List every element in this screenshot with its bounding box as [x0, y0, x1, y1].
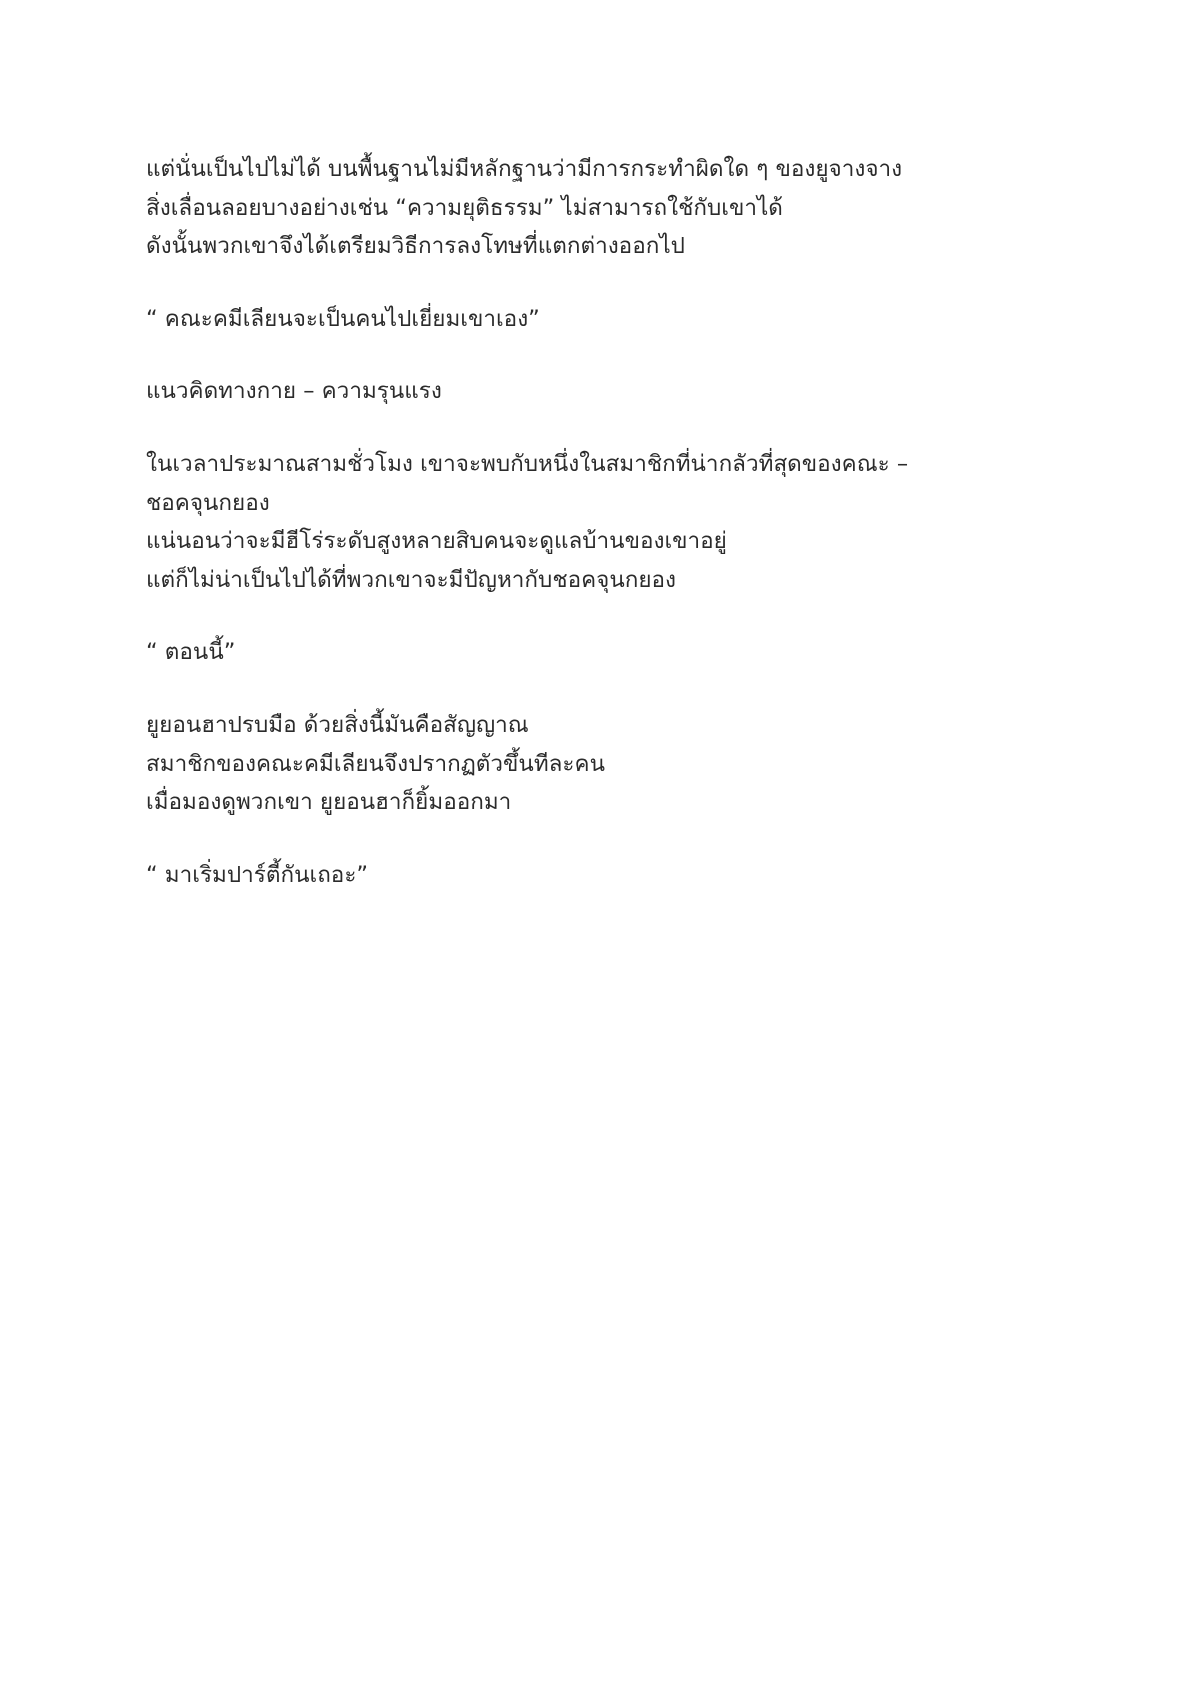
text-line: “ ตอนนี้” — [146, 639, 236, 666]
text-line: ดังนั้นพวกเขาจึงได้เตรียมวิธีการลงโทษที่แตกต่างออกไป — [146, 233, 685, 260]
paragraph-2 — [146, 300, 1046, 339]
text-line: แนวคิดทางกาย – ความรุนแรง — [146, 378, 442, 405]
document-page — [146, 150, 1046, 928]
text-line: “ มาเริ่มปาร์ตี้กันเถอะ” — [146, 861, 369, 888]
text-line: ชอคจุนกยอง — [146, 489, 270, 516]
text-line: สมาชิกของคณะคมีเลียนจึงปรากฏตัวขึ้นทีละคน — [146, 750, 605, 777]
text-line: ยูยอนฮาปรบมือ ด้วยสิ่งนี้มันคือสัญญาณ — [146, 711, 529, 738]
text-line: แน่นอนว่าจะมีฮีโร่ระดับสูงหลายสิบคนจะดูแลบ้านของเขาอยู่ — [146, 528, 727, 555]
paragraph-1 — [146, 150, 1046, 266]
text-line: แต่นั่นเป็นไปไม่ได้ บนพื้นฐานไม่มีหลักฐานว่ามีการกระทำผิดใด ๆ ของยูจางจาง — [146, 156, 903, 182]
text-line: “ คณะคมีเลียนจะเป็นคนไปเยี่ยมเขาเอง” — [146, 305, 540, 332]
text-line: ในเวลาประมาณสามชั่วโมง เขาจะพบกับหนึ่งในสมาชิกที่น่ากลัวที่สุดของคณะ – — [146, 450, 909, 477]
paragraph-7 — [146, 856, 1046, 895]
paragraph-3 — [146, 372, 1046, 411]
text-line: เมื่อมองดูพวกเขา ยูยอนฮาก็ยิ้มออกมา — [146, 789, 512, 816]
paragraph-6 — [146, 706, 1046, 822]
text-line: สิ่งเลื่อนลอยบางอย่างเช่น “ความยุติธรรม” ไม่สามารถใช้กับเขาได้ — [146, 194, 783, 221]
paragraph-5 — [146, 633, 1046, 672]
text-line: แต่ก็ไม่น่าเป็นไปได้ที่พวกเขาจะมีปัญหากับชอคจุนกยอง — [146, 566, 677, 593]
paragraph-4 — [146, 445, 1046, 599]
